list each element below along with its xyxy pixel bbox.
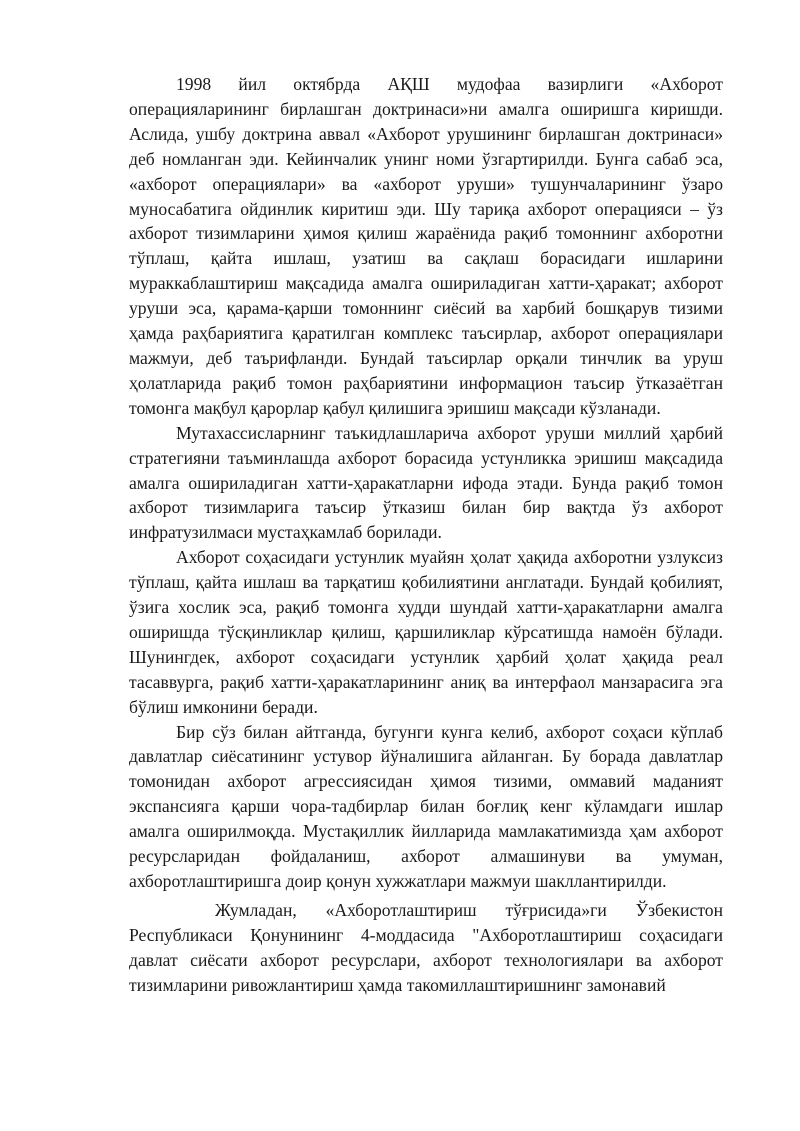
paragraph-5: Жумладан, «Ахборотлаштириш тўғрисида»ги Ўзбекистон Республикаси Қонунининг 4-моддасида "Ахборотлаштириш соҳасидаги давлат сиёсати ахборот ресурслари, ахборот технологиялари ва ахборот тизимларини ривожлантириш ҳамда такомиллаштиришнинг замонавий [129, 899, 723, 995]
body-text [129, 72, 723, 998]
paragraph-4: Бир сўз билан айтганда, бугунги кунга келиб, ахборот соҳаси кўплаб давлатлар сиёсатининг устувор йўналишига айланган. Бу борада давлатлар томонидан ахборот агрессиясидан ҳимоя тизими, оммавий маданият экспансияга қарши чора-тадбирлар билан боғлиқ кенг кўламдаги ишлар амалга оширилмоқда. Мустақиллик йилларида мамлакатимизда ҳам ахборот ресурсларидан фойдаланиш, ахборот алмашинуви ва умуман, ахборотлаштиришга доир қонун хужжатлари мажмуи шакллантирилди. [129, 721, 723, 891]
paragraph-1: 1998 йил октябрда АҚШ мудофаа вазирлиги «Ахборот операцияларининг бирлашган доктринаси»ни амалга оширишга киришди. Аслида, ушбу доктрина аввал «Ахборот урушининг бирлашган доктринаси» деб номланган эди. Кейинчалик унинг номи ўзгартирилди. Бунга сабаб эса, «ахборот операциялари» ва «ахборот уруши» тушунчаларининг ўзаро муносабатига ойдинлик киритиш эди. Шу тариқа ахборот операцияси – ўз ахборот тизимларини ҳимоя қилиш жараёнида рақиб томоннинг ахборотни тўплаш, қайта ишлаш, узатиш ва сақлаш борасидаги ишларини мураккаблаштириш мақсадида амалга ошириладиган хатти-ҳаракат; ахборот уруши эса, қарама-қарши томоннинг сиёсий ва харбий бошқарув тизими ҳамда раҳбариятига қаратилган комплекс таъсирлар, ахборот операциялари мажмуи, деб таърифланди. Бундай таъсирлар орқали тинчлик ва уруш ҳолатларида рақиб томон раҳбариятини информацион таъсир ўтказаётган томонга мақбул қарорлар қабул қилишига эришиш мақсади кўзланади. [129, 74, 723, 418]
paragraph-3: Ахборот соҳасидаги устунлик муайян ҳолат ҳақида ахборотни узлуксиз тўплаш, қайта ишлаш ва тарқатиш қобилиятини англатади. Бундай қобилият, ўзига хослик эса, рақиб томонга худди шундай хатти-ҳаракатларни амалга оширишда тўсқинликлар қилиш, қаршиликлар кўрсатишда намоён бўлади. Шунингдек, ахборот соҳасидаги устунлик ҳарбий ҳолат ҳақида реал тасаввурга, рақиб хатти-ҳаракатларининг аниқ ва интерфаол манзарасига эга бўлиш имконини беради. [129, 547, 723, 717]
paragraph-2: Мутахассисларнинг таъкидлашларича ахборот уруши миллий ҳарбий стратегияни таъминлашда ахборот борасида устунликка эришиш мақсадида амалга ошириладиган хатти-ҳаракатларни ифода этади. Бунда рақиб томон ахборот тизимларига таъсир ўтказиш билан бир вақтда ўз ахборот инфратузилмаси мустаҳкамлаб борилади. [129, 422, 723, 543]
